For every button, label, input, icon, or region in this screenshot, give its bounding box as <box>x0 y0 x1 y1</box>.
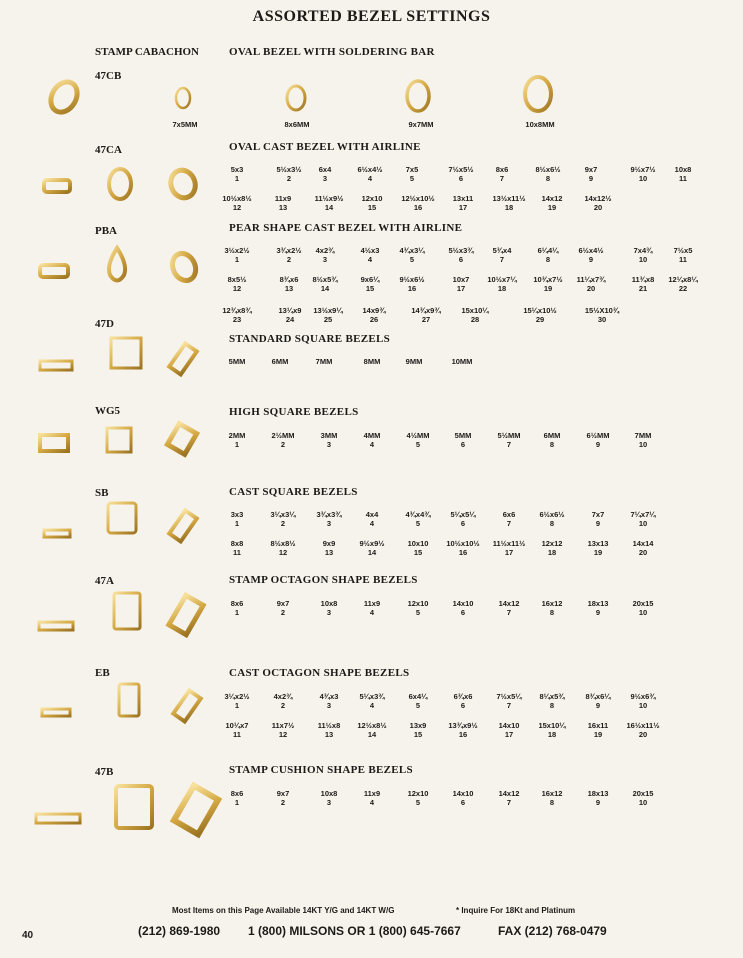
item-number: 14 <box>367 548 377 557</box>
size-value: 11½x11½ <box>492 539 526 548</box>
item-number: 20 <box>586 284 596 293</box>
item-number: 5 <box>415 608 421 617</box>
item-number: 6 <box>458 255 464 264</box>
item-number: 28 <box>470 315 480 324</box>
size-value: 4½MM <box>406 431 430 440</box>
item-number: 20 <box>638 548 648 557</box>
size-value: 11½x8 <box>317 721 341 730</box>
item-number: 16 <box>458 548 468 557</box>
item-number: 19 <box>593 548 603 557</box>
size-value: 6½x4½ <box>357 165 383 174</box>
size-value: 6x4¼ <box>408 692 428 701</box>
size-value: 13¾x9½ <box>448 721 478 730</box>
size-value: 7x5 <box>405 165 419 174</box>
section-code: 47CA <box>95 144 122 156</box>
size-value: 11x9 <box>363 599 381 608</box>
size-label: 9x7MM <box>408 120 434 129</box>
item-number: 15 <box>367 203 377 212</box>
size-value: 10½x10½ <box>446 539 480 548</box>
oval-bezel-soldering-bar-icon <box>176 77 551 111</box>
size-value: 6x6 <box>502 510 516 519</box>
item-number: 19 <box>547 203 557 212</box>
size-value: 8½x8½ <box>270 539 296 548</box>
item-number: 17 <box>504 730 514 739</box>
size-value: 5¾x4 <box>492 246 512 255</box>
item-number: 10 <box>638 255 648 264</box>
item-number: 18 <box>504 203 514 212</box>
size-value: 7MM <box>315 357 333 366</box>
item-number: 12 <box>232 284 242 293</box>
size-value: 4x2¾ <box>273 692 293 701</box>
size-value: 12x10 <box>407 599 429 608</box>
size-value: 12½x8½ <box>357 721 387 730</box>
item-number: 10 <box>638 440 648 449</box>
item-number: 10 <box>638 608 648 617</box>
size-value: 11¾x8 <box>631 275 655 284</box>
item-number: 1 <box>234 798 240 807</box>
size-value: 15½X10¾ <box>584 306 620 315</box>
cast-octagon-bezel-photo-icon <box>42 684 201 721</box>
size-value: 6MM <box>543 431 561 440</box>
section-title: HIGH SQUARE BEZELS <box>229 406 359 418</box>
item-number: 1 <box>234 174 240 183</box>
size-value: 5MM <box>454 431 472 440</box>
size-value: 9½x7½ <box>630 165 656 174</box>
octagon-bezel-photo-icon <box>39 593 203 635</box>
size-value: 11½x9½ <box>314 194 344 203</box>
item-number: 3 <box>326 440 332 449</box>
size-value: 7¼x7¼ <box>630 510 656 519</box>
section-code: EB <box>95 667 110 679</box>
item-number: 5 <box>415 519 421 528</box>
size-value: 8½x5¾ <box>312 275 338 284</box>
size-value: 14x9¾ <box>362 306 386 315</box>
item-number: 5 <box>415 440 421 449</box>
item-number: 7 <box>506 440 512 449</box>
size-value: 13x11 <box>452 194 474 203</box>
item-number: 10 <box>638 519 648 528</box>
item-number: 4 <box>369 798 375 807</box>
size-value: 13½x9¼ <box>313 306 343 315</box>
size-value: 12x12 <box>541 539 563 548</box>
item-number: 15 <box>413 730 423 739</box>
size-value: 14¾x9¾ <box>411 306 441 315</box>
size-value: 4½x3 <box>360 246 380 255</box>
item-number: 2 <box>280 701 286 710</box>
size-value: 15x10¼ <box>538 721 566 730</box>
section-title: CAST OCTAGON SHAPE BEZELS <box>229 667 410 679</box>
item-number: 19 <box>593 730 603 739</box>
size-value: 11x9 <box>363 789 381 798</box>
item-number: 20 <box>593 203 603 212</box>
item-number: 22 <box>678 284 688 293</box>
item-number: 11 <box>679 255 687 264</box>
size-value: 14x12½ <box>584 194 612 203</box>
size-value: 18x13 <box>587 789 609 798</box>
size-value: 12½x10½ <box>401 194 435 203</box>
size-label: 7x5MM <box>172 120 198 129</box>
size-value: 9x6¼ <box>360 275 380 284</box>
size-value: 14x12 <box>498 789 520 798</box>
size-value: 9½x9½ <box>359 539 385 548</box>
item-number: 9 <box>595 608 601 617</box>
size-value: 3¼x2½ <box>224 692 250 701</box>
item-number: 18 <box>497 284 507 293</box>
size-value: 8¼x5¾ <box>539 692 565 701</box>
item-number: 7 <box>506 608 512 617</box>
size-value: 9x9 <box>322 539 336 548</box>
size-value: 10¼x7 <box>225 721 249 730</box>
item-number: 1 <box>234 701 240 710</box>
section-code: 47CB <box>95 70 122 82</box>
size-value: 10x8 <box>674 165 692 174</box>
size-value: 3¾x2½ <box>276 246 302 255</box>
item-number: 6 <box>460 701 466 710</box>
size-value: 14x12 <box>498 599 520 608</box>
item-number: 6 <box>458 174 464 183</box>
item-number: 12 <box>278 548 288 557</box>
size-value: 10x7 <box>452 275 470 284</box>
footer-note-inquire: * Inquire For 18Kt and Platinum <box>456 906 576 915</box>
size-value: 6½MM <box>586 431 610 440</box>
item-number: 3 <box>322 174 328 183</box>
item-number: 9 <box>595 440 601 449</box>
size-value: 11x7½ <box>271 721 295 730</box>
size-value: 7½x5 <box>673 246 693 255</box>
item-number: 8 <box>549 798 555 807</box>
size-value: 20x15 <box>632 599 654 608</box>
size-value: 20x15 <box>632 789 654 798</box>
item-number: 1 <box>234 255 240 264</box>
size-label: 10x8MM <box>525 120 555 129</box>
size-value: 2MM <box>228 431 246 440</box>
size-value: 15x10¼ <box>461 306 489 315</box>
size-value: 10x10 <box>407 539 429 548</box>
item-number: 12 <box>232 203 242 212</box>
section-code: 47D <box>95 318 114 330</box>
item-number: 4 <box>367 174 373 183</box>
size-value: 15¼x10½ <box>523 306 557 315</box>
item-number: 15 <box>413 548 423 557</box>
size-value: 13½x11½ <box>492 194 526 203</box>
square-bezel-photo-icon <box>40 338 197 374</box>
item-number: 13 <box>324 730 334 739</box>
size-value: 10x8 <box>320 789 338 798</box>
size-value: 8¾x6¼ <box>585 692 611 701</box>
size-value: 14x14 <box>632 539 654 548</box>
size-value: 5½x3¾ <box>448 246 474 255</box>
item-number: 1 <box>234 440 240 449</box>
item-number: 13 <box>324 548 334 557</box>
size-value: 3¾x3¾ <box>316 510 342 519</box>
item-number: 18 <box>547 548 557 557</box>
size-value: 8x6 <box>230 599 244 608</box>
item-number: 11 <box>233 730 241 739</box>
item-number: 3 <box>326 519 332 528</box>
item-number: 16 <box>407 284 417 293</box>
item-number: 3 <box>326 701 332 710</box>
size-value: 5¼x5¼ <box>450 510 476 519</box>
item-number: 1 <box>234 608 240 617</box>
size-value: 16x11 <box>587 721 609 730</box>
phone-number: (212) 869-1980 <box>138 924 221 938</box>
section-code: PBA <box>95 225 117 237</box>
item-number: 8 <box>549 440 555 449</box>
size-value: 3MM <box>320 431 338 440</box>
item-number: 14 <box>320 284 330 293</box>
item-number: 24 <box>285 315 295 324</box>
size-value: 9x7 <box>584 165 598 174</box>
item-number: 2 <box>286 174 292 183</box>
item-number: 10 <box>638 174 648 183</box>
item-number: 7 <box>506 798 512 807</box>
section-code: SB <box>95 487 109 499</box>
size-value: 8MM <box>363 357 381 366</box>
item-number: 16 <box>413 203 423 212</box>
size-value: 10x8 <box>320 599 338 608</box>
size-value: 4x2¾ <box>315 246 335 255</box>
size-value: 7MM <box>634 431 652 440</box>
size-value: 7x4¾ <box>633 246 653 255</box>
section-title: STAMP OCTAGON SHAPE BEZELS <box>229 574 418 586</box>
size-value: 2½MM <box>271 431 295 440</box>
item-number: 9 <box>595 519 601 528</box>
size-value: 8x6 <box>495 165 509 174</box>
item-number: 2 <box>280 608 286 617</box>
size-value: 4¾x4¾ <box>405 510 431 519</box>
size-value: 9½x6¾ <box>630 692 656 701</box>
item-number: 30 <box>597 315 607 324</box>
size-value: 14x10 <box>452 789 474 798</box>
item-number: 5 <box>415 798 421 807</box>
size-value: 6¾x6 <box>453 692 473 701</box>
item-number: 9 <box>588 174 594 183</box>
page-number: 40 <box>22 930 34 941</box>
item-number: 26 <box>369 315 379 324</box>
item-number: 23 <box>232 315 242 324</box>
size-value: 11x9 <box>274 194 292 203</box>
size-label: 8x6MM <box>284 120 310 129</box>
item-number: 17 <box>456 284 466 293</box>
footer-note-availability: Most Items on this Page Available 14KT Y/G and 14KT W/G <box>172 906 395 915</box>
item-number: 27 <box>421 315 431 324</box>
section-code: 47A <box>95 575 114 587</box>
oval-bezel-side-photo-icon <box>46 77 83 117</box>
section-title: CAST SQUARE BEZELS <box>229 486 358 498</box>
item-number: 3 <box>326 608 332 617</box>
item-number: 4 <box>367 255 373 264</box>
pear-bezel-photo-icon <box>40 248 200 284</box>
item-number: 6 <box>460 608 466 617</box>
item-number: 19 <box>543 284 553 293</box>
item-number: 8 <box>549 701 555 710</box>
size-value: 4¾x3¼ <box>399 246 425 255</box>
item-number: 7 <box>499 174 505 183</box>
item-number: 8 <box>549 519 555 528</box>
item-number: 5 <box>415 701 421 710</box>
size-value: 7½x5¼ <box>496 692 522 701</box>
size-value: 5½MM <box>497 431 521 440</box>
item-number: 4 <box>369 701 375 710</box>
size-value: 16x12 <box>541 789 563 798</box>
item-number: 7 <box>506 519 512 528</box>
size-value: 8½x6½ <box>535 165 561 174</box>
item-number: 4 <box>369 519 375 528</box>
high-square-bezel-photo-icon <box>40 424 197 455</box>
tollfree-number: 1 (800) MILSONS OR 1 (800) 645-7667 <box>248 924 461 938</box>
item-number: 11 <box>233 548 241 557</box>
item-number: 8 <box>549 608 555 617</box>
item-number: 14 <box>324 203 334 212</box>
item-number: 6 <box>460 798 466 807</box>
item-number: 9 <box>588 255 594 264</box>
item-number: 2 <box>280 440 286 449</box>
item-number: 2 <box>286 255 292 264</box>
cushion-bezel-photo-icon <box>36 786 218 835</box>
size-value: 12x10 <box>361 194 383 203</box>
size-value: 8¾x6 <box>279 275 299 284</box>
section-title: OVAL BEZEL WITH SOLDERING BAR <box>229 46 435 58</box>
item-number: 8 <box>545 255 551 264</box>
size-value: 14x10 <box>452 599 474 608</box>
item-number: 16 <box>458 730 468 739</box>
item-number: 17 <box>458 203 468 212</box>
size-value: 13¼x9 <box>278 306 302 315</box>
item-number: 7 <box>499 255 505 264</box>
item-number: 20 <box>638 730 648 739</box>
item-number: 5 <box>409 255 415 264</box>
item-number: 11 <box>679 174 687 183</box>
section-title: OVAL CAST BEZEL WITH AIRLINE <box>229 141 421 153</box>
section-code: WG5 <box>95 405 121 417</box>
size-value: 12x10 <box>407 789 429 798</box>
item-number: 21 <box>638 284 648 293</box>
item-number: 18 <box>547 730 557 739</box>
size-value: 3¼x3¼ <box>270 510 296 519</box>
item-number: 4 <box>369 608 375 617</box>
item-number: 9 <box>595 701 601 710</box>
size-value: 13x13 <box>587 539 609 548</box>
item-number: 2 <box>280 798 286 807</box>
size-value: 9x7 <box>276 789 290 798</box>
size-value: 8x6 <box>230 789 244 798</box>
item-number: 1 <box>234 519 240 528</box>
size-value: 8x5½ <box>227 275 247 284</box>
size-value: 10½x8½ <box>222 194 252 203</box>
fax-number: FAX (212) 768-0479 <box>498 924 607 938</box>
size-value: 4x4 <box>365 510 379 519</box>
size-value: 5x3 <box>230 165 244 174</box>
item-number: 13 <box>278 203 288 212</box>
size-value: 14x12 <box>541 194 563 203</box>
item-number: 17 <box>504 548 514 557</box>
size-value: 4MM <box>363 431 381 440</box>
item-number: 3 <box>326 798 332 807</box>
section-header-stamp-cabachon: STAMP CABACHON <box>95 46 199 58</box>
oval-cast-bezel-photo-icon <box>44 167 199 202</box>
size-value: 5MM <box>228 357 246 366</box>
item-number: 13 <box>284 284 294 293</box>
size-value: 16x12 <box>541 599 563 608</box>
size-value: 9MM <box>405 357 423 366</box>
size-value: 6MM <box>271 357 289 366</box>
size-value: 12¾x8¾ <box>222 306 252 315</box>
size-value: 7½x5½ <box>448 165 474 174</box>
item-number: 9 <box>595 798 601 807</box>
size-value: 9½x6½ <box>399 275 425 284</box>
item-number: 12 <box>278 730 288 739</box>
item-number: 6 <box>460 440 466 449</box>
size-value: 6½x6½ <box>539 510 565 519</box>
item-number: 3 <box>322 255 328 264</box>
size-value: 6¼4¼ <box>537 246 559 255</box>
item-number: 14 <box>367 730 377 739</box>
size-value: 4¾x3 <box>319 692 339 701</box>
item-number: 7 <box>506 701 512 710</box>
size-value: 10¾x7½ <box>533 275 563 284</box>
item-number: 6 <box>460 519 466 528</box>
size-value: 14x10 <box>498 721 520 730</box>
size-value: 16½x11½ <box>626 721 660 730</box>
item-number: 2 <box>280 519 286 528</box>
item-number: 15 <box>365 284 375 293</box>
item-number: 8 <box>545 174 551 183</box>
size-value: 12¼x8¼ <box>668 275 698 284</box>
size-value: 6½x4½ <box>578 246 604 255</box>
item-number: 5 <box>409 174 415 183</box>
size-value: 5¼x3¾ <box>359 692 385 701</box>
item-number: 10 <box>638 701 648 710</box>
item-number: 10 <box>638 798 648 807</box>
size-value: 6x4 <box>318 165 332 174</box>
section-title: STANDARD SQUARE BEZELS <box>229 333 391 345</box>
size-value: 8x8 <box>230 539 244 548</box>
cast-square-bezel-photo-icon <box>44 503 197 541</box>
size-value: 11¼x7¾ <box>576 275 606 284</box>
size-value: 7x7 <box>591 510 605 519</box>
size-value: 10½x7¼ <box>487 275 517 284</box>
item-number: 4 <box>369 440 375 449</box>
size-value: 10MM <box>451 357 473 366</box>
section-title: PEAR SHAPE CAST BEZEL WITH AIRLINE <box>229 222 463 234</box>
item-number: 25 <box>323 315 333 324</box>
item-number: 29 <box>535 315 545 324</box>
size-value: 18x13 <box>587 599 609 608</box>
size-value: 3x3 <box>230 510 244 519</box>
size-value: 13x9 <box>409 721 427 730</box>
size-value: 9x7 <box>276 599 290 608</box>
section-code: 47B <box>95 766 114 778</box>
size-value: 3½x2½ <box>224 246 250 255</box>
section-title: STAMP CUSHION SHAPE BEZELS <box>229 764 413 776</box>
page-title: ASSORTED BEZEL SETTINGS <box>252 8 491 25</box>
size-value: 5½x3½ <box>276 165 302 174</box>
